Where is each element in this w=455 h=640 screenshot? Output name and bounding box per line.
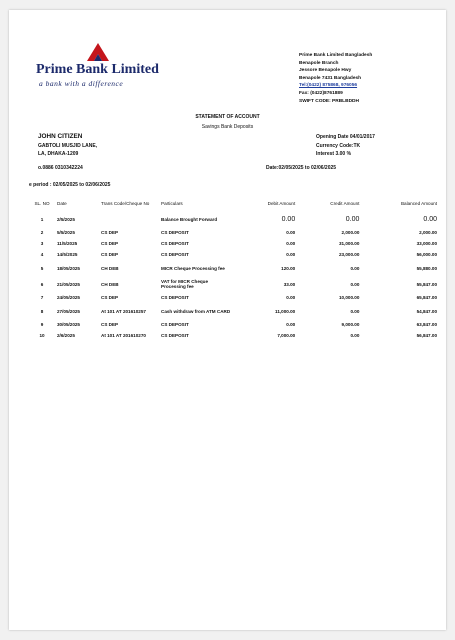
cell-balance: 65,847.00 [416,295,437,300]
cell-code: CS DEP [101,252,119,257]
table-row [29,303,439,319]
cell-code: At 101 AT 201610257 [101,308,146,314]
cell-balance: 2,000.00 [419,230,437,235]
header-credit: Credit Amount [330,201,360,206]
cell-credit: 31,000.00 [338,241,360,246]
cell-debit: 0.00 [286,230,296,235]
cell-sl: 5 [40,265,44,271]
cell-credit: 0.00 [350,281,360,287]
cell-particulars: VAT for MICR Cheque Processing fee [161,279,209,289]
statement-date-range: Date:02/05/2025 to 02/06/2025 [266,165,337,171]
cell-credit: 0.00 [350,265,360,271]
table-row [29,319,439,330]
cell-particulars: CS DEPOSIT [161,252,189,257]
cell-date: 24/05/2025 [57,295,80,300]
cell-code: CH DEB [101,281,119,287]
cell-balance: 56,000.00 [416,252,437,257]
account-info [316,133,375,159]
cell-debit: 0.00 [286,252,296,257]
cell-date: 2/6/2025 [57,333,75,338]
table-row [29,276,439,292]
statement-page [9,10,446,630]
cell-date: 21/05/2025 [57,281,80,287]
cell-code: CS DEP [101,230,119,235]
cell-credit: 0.00 [350,308,360,314]
cell-credit: 10,000.00 [338,295,360,300]
cell-debit: 0.00 [286,241,296,246]
customer-name: JOHN CITIZEN [38,133,83,140]
table-row [29,227,439,238]
cell-sl: 10 [39,333,45,338]
cell-sl: 4 [40,252,44,257]
cell-debit: 7,000.00 [277,333,296,338]
cell-date: 30/05/2025 [57,322,80,327]
address-line: Prime Bank Limited Bangladesh [299,53,373,58]
account-number: o.0886 0310342224 [38,165,83,171]
cell-credit: 0.00 [345,215,360,223]
cell-sl: 8 [40,308,44,314]
swift-code: SWIFT CODE: PRBLBDDH [299,98,359,104]
customer-address-line: LA, DHAKA-1209 [38,151,79,157]
cell-credit: 9,000.00 [341,322,360,327]
header-date: Date [57,201,67,206]
cell-debit: 0.00 [286,322,296,327]
cell-sl: 6 [40,281,44,287]
cell-code: CH DEB [101,265,119,271]
phone-link[interactable]: Tel:(0422) 875868, 976056 [299,83,358,89]
bank-tagline: a bank with a difference [39,79,124,88]
cell-particulars: CS DEPOSIT [161,322,189,327]
bank-name: Prime Bank Limited [36,62,159,77]
statement-title: STATEMENT OF ACCOUNT [195,114,260,120]
cell-debit: 33.00 [283,281,296,287]
currency-code: Currency Code:TK [316,142,361,149]
address-line: Jessore Benapole Hwy [299,68,352,74]
customer-address-line: GABTOLI MUSJID LANE, [38,142,98,149]
cell-debit: 0.00 [281,215,296,223]
cell-date: 18/05/2025 [57,265,80,271]
cell-balance: 54,847.00 [416,308,437,314]
cell-balance: 55,880.00 [416,265,437,271]
cell-balance: 56,847.00 [416,333,437,338]
cell-sl: 9 [40,322,44,327]
statement-subtitle: Savings Bank Deposits [201,124,254,130]
cell-code: CS DEP [101,322,119,327]
opening-date: Opening Date 04/01/2017 [316,134,375,140]
table-row [29,238,439,249]
cell-date: 5/5/2025 [57,230,75,235]
cell-code [99,211,159,227]
table-row [29,249,439,260]
cell-credit: 2,000.00 [341,230,360,235]
cell-particulars: Balance Brought Forward [161,216,218,222]
table-row [29,292,439,303]
header-debit: Debit Amount [267,201,296,206]
cell-sl: 3 [40,241,44,246]
prime-bank-logo-icon [87,43,109,61]
table-header-row [29,196,439,211]
cell-balance: 33,000.00 [416,241,437,246]
cell-sl: 2 [40,230,44,235]
table-row [29,211,439,227]
cell-sl: 1 [40,216,44,222]
cell-particulars: CS DEPOSIT [161,333,189,338]
header-sl-no: SL. NO [34,201,50,206]
header-particulars: Particulars [161,201,183,206]
cell-balance: 0.00 [423,215,437,223]
cell-code: CS DEP [101,295,119,300]
cell-particulars: MICR Cheque Processing fee [161,265,225,271]
customer-block [38,133,97,159]
cell-debit: 0.00 [286,295,296,300]
transactions-table [29,196,439,341]
cell-date: 2/5/2025 [57,216,75,222]
cell-code: CS DEP [101,241,119,246]
table-row [29,330,439,341]
header-balance: Balanced Amount [400,201,437,206]
fax-line: Fax: (0422)8761889 [299,90,343,96]
cell-date: 14/5/2025 [57,252,78,257]
cell-code: At 101 AT 201610270 [101,333,146,338]
header-trans-code: Trans Code/Cheque No [101,201,150,206]
statement-period: e period : 02/05/2025 to 02/06/2025 [29,182,111,188]
cell-particulars: CS DEPOSIT [161,241,189,246]
cell-credit: 23,000.00 [338,252,360,257]
interest-rate: Interest 3.00 % [316,151,352,157]
address-line: Benapole Branch [299,60,339,66]
cell-credit: 0.00 [350,333,360,338]
table-row [29,260,439,276]
cell-date: 11/5/2025 [57,241,78,246]
cell-debit: 120.00 [281,265,296,271]
cell-debit: 11,000.00 [275,308,296,314]
cell-balance: 63,847.00 [416,322,437,327]
bank-address [299,52,372,105]
address-line: Benapole 7431 Bangladesh [299,75,362,81]
cell-particulars: CS DEPOSIT [161,295,189,300]
cell-particulars: CS DEPOSIT [161,230,189,235]
cell-date: 27/05/2025 [57,308,80,314]
cell-sl: 7 [40,295,44,300]
cell-particulars: Cash withdraw from ATM CARD [161,308,231,314]
cell-balance: 55,847.00 [416,281,437,287]
